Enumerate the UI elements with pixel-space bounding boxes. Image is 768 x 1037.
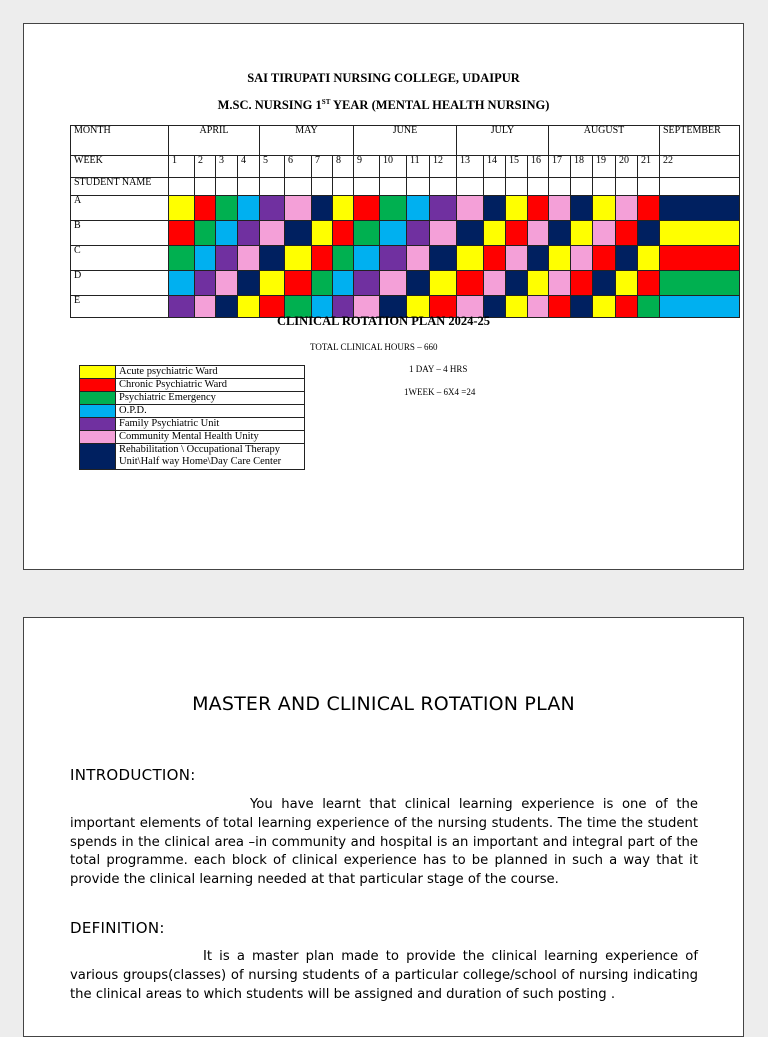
legend-row [80, 366, 305, 379]
week-12: 12 [430, 156, 457, 178]
week-13: 13 [457, 156, 484, 178]
legend-label: Family Psychiatric Unit [116, 418, 305, 431]
rotation-cell [616, 196, 638, 221]
month-may: MAY [260, 126, 354, 156]
week-hours-note: 1WEEK – 6X4 =24 [404, 387, 476, 397]
week-10: 10 [380, 156, 407, 178]
rotation-cell [660, 271, 740, 296]
rotation-cell [195, 221, 216, 246]
rotation-cell [380, 246, 407, 271]
rotation-cell [457, 246, 484, 271]
rotation-cell [616, 271, 638, 296]
rotation-cell [407, 196, 430, 221]
month-row [71, 126, 740, 156]
rotation-cell [506, 271, 528, 296]
rotation-cell [484, 246, 506, 271]
rotation-cell [407, 271, 430, 296]
empty-cell [457, 178, 484, 196]
rotation-cell [285, 196, 312, 221]
rotation-cell [285, 271, 312, 296]
rotation-cell [660, 221, 740, 246]
rotation-cell [260, 221, 285, 246]
month-september: SEPTEMBER [660, 126, 740, 156]
week-row [71, 156, 740, 178]
empty-cell [484, 178, 506, 196]
empty-cell [333, 178, 354, 196]
rotation-cell [380, 196, 407, 221]
rotation-cell [506, 246, 528, 271]
empty-cell [285, 178, 312, 196]
week-6: 6 [285, 156, 312, 178]
rotation-cell [260, 271, 285, 296]
rotation-cell [169, 271, 195, 296]
course-title-prefix: M.SC. NURSING 1 [217, 98, 322, 113]
rotation-cell [528, 246, 549, 271]
week-22: 22 [660, 156, 740, 178]
rotation-cell [430, 271, 457, 296]
legend-label: O.P.D. [116, 405, 305, 418]
legend-swatch [80, 379, 116, 392]
legend-row [80, 431, 305, 444]
student-row [71, 246, 740, 271]
legend-row [80, 418, 305, 431]
rotation-cell [333, 196, 354, 221]
rotation-cell [430, 221, 457, 246]
rotation-cell [506, 196, 528, 221]
rotation-cell [216, 221, 238, 246]
rotation-cell [549, 271, 571, 296]
rotation-table [70, 125, 740, 318]
empty-cell [354, 178, 380, 196]
rotation-cell [571, 221, 593, 246]
rotation-cell [638, 271, 660, 296]
rotation-cell [593, 196, 616, 221]
week-header: WEEK [71, 156, 169, 178]
week-16: 16 [528, 156, 549, 178]
week-3: 3 [216, 156, 238, 178]
rotation-cell [195, 196, 216, 221]
rotation-cell [285, 221, 312, 246]
rotation-cell [238, 221, 260, 246]
week-2: 2 [195, 156, 216, 178]
week-9: 9 [354, 156, 380, 178]
rotation-cell [484, 221, 506, 246]
rotation-cell [593, 246, 616, 271]
rotation-cell [169, 196, 195, 221]
empty-cell [169, 178, 195, 196]
empty-cell [528, 178, 549, 196]
rotation-cell [593, 271, 616, 296]
rotation-cell [616, 221, 638, 246]
empty-cell [593, 178, 616, 196]
rotation-cell [354, 196, 380, 221]
rotation-cell [571, 271, 593, 296]
introduction-paragraph: You have learnt that clinical learning experience is one of the important elements of total learning experience of the nursing students. The time the student spends in the clinical area –in community and hospital is an important and integral part of the total programme. each block of clinical experience has to be planned in such a way that it provide the clinical learning needed at that particular stage of the course. [70, 797, 698, 888]
legend-swatch [80, 405, 116, 418]
rotation-cell [285, 246, 312, 271]
rotation-cell [195, 246, 216, 271]
week-1: 1 [169, 156, 195, 178]
student-row [71, 221, 740, 246]
rotation-plan-title: CLINICAL ROTATION PLAN 2024-25 [276, 314, 491, 328]
week-11: 11 [407, 156, 430, 178]
rotation-cell [506, 221, 528, 246]
rotation-cell [549, 196, 571, 221]
empty-cell [195, 178, 216, 196]
document-page-1 [23, 23, 744, 570]
student-name: D [71, 271, 169, 296]
legend-label: Psychiatric Emergency [116, 392, 305, 405]
legend-row [80, 392, 305, 405]
rotation-cell [660, 246, 740, 271]
rotation-cell [312, 246, 333, 271]
rotation-cell [457, 271, 484, 296]
rotation-cell [333, 246, 354, 271]
month-july: JULY [457, 126, 549, 156]
rotation-cell [638, 246, 660, 271]
legend-row [80, 444, 305, 469]
rotation-cell [333, 221, 354, 246]
rotation-cell [238, 246, 260, 271]
month-june: JUNE [354, 126, 457, 156]
student-name: A [71, 196, 169, 221]
rotation-cell [638, 196, 660, 221]
legend-label: Rehabilitation \ Occupational Therapy Unit\Half way Home\Day Care Center [116, 444, 305, 469]
rotation-cell [484, 271, 506, 296]
week-20: 20 [616, 156, 638, 178]
empty-cell [238, 178, 260, 196]
week-15: 15 [506, 156, 528, 178]
rotation-cell [638, 221, 660, 246]
empty-cell [571, 178, 593, 196]
rotation-cell [195, 271, 216, 296]
rotation-cell [216, 246, 238, 271]
rotation-cell [571, 196, 593, 221]
empty-cell [638, 178, 660, 196]
rotation-cell [380, 221, 407, 246]
legend-swatch [80, 444, 116, 469]
legend-label: Community Mental Health Unity [116, 431, 305, 444]
empty-cell [312, 178, 333, 196]
course-title-suffix: YEAR (MENTAL HEALTH NURSING) [330, 98, 550, 113]
rotation-cell [528, 271, 549, 296]
legend-row [80, 405, 305, 418]
document-page-2 [23, 617, 744, 1037]
student-name: E [71, 296, 169, 318]
empty-cell [260, 178, 285, 196]
legend-row [80, 379, 305, 392]
rotation-cell [312, 271, 333, 296]
student-row [71, 271, 740, 296]
rotation-cell [528, 221, 549, 246]
rotation-cell [169, 246, 195, 271]
legend-label: Acute psychiatric Ward [116, 366, 305, 379]
rotation-cell [660, 196, 740, 221]
rotation-cell [354, 246, 380, 271]
month-august: AUGUST [549, 126, 660, 156]
rotation-cell [169, 221, 195, 246]
week-7: 7 [312, 156, 333, 178]
empty-cell [549, 178, 571, 196]
rotation-cell [616, 246, 638, 271]
total-hours-note: TOTAL CLINICAL HOURS – 660 [310, 342, 438, 352]
rotation-cell [407, 221, 430, 246]
legend-swatch [80, 366, 116, 379]
week-14: 14 [484, 156, 506, 178]
rotation-cell [238, 271, 260, 296]
empty-cell [216, 178, 238, 196]
week-8: 8 [333, 156, 354, 178]
definition-heading: DEFINITION: [70, 919, 165, 937]
student-name: C [71, 246, 169, 271]
rotation-legend [79, 365, 305, 470]
student-name-header: STUDENT NAME [71, 178, 169, 196]
rotation-cell [430, 196, 457, 221]
week-21: 21 [638, 156, 660, 178]
legend-swatch [80, 418, 116, 431]
student-name: B [71, 221, 169, 246]
empty-cell [660, 178, 740, 196]
legend-swatch [80, 431, 116, 444]
rotation-cell [457, 221, 484, 246]
week-19: 19 [593, 156, 616, 178]
week-5: 5 [260, 156, 285, 178]
definition-paragraph: It is a master plan made to provide the clinical learning experience of various groups(classes) of nursing students of a particular college/school of nursing indicating the clinical areas to which students will be assigned and duration of such posting . [70, 949, 698, 1002]
student-row [71, 196, 740, 221]
rotation-cell [430, 246, 457, 271]
empty-cell [506, 178, 528, 196]
legend-label: Chronic Psychiatric Ward [116, 379, 305, 392]
student-name-row [71, 178, 740, 196]
rotation-cell [260, 246, 285, 271]
empty-cell [380, 178, 407, 196]
rotation-cell [312, 221, 333, 246]
week-17: 17 [549, 156, 571, 178]
rotation-cell [312, 196, 333, 221]
empty-cell [616, 178, 638, 196]
college-name: SAI TIRUPATI NURSING COLLEGE, UDAIPUR [247, 71, 520, 85]
empty-cell [430, 178, 457, 196]
month-header: MONTH [71, 126, 169, 156]
week-18: 18 [571, 156, 593, 178]
course-title [24, 98, 743, 113]
rotation-cell [457, 196, 484, 221]
empty-cell [407, 178, 430, 196]
rotation-cell [354, 221, 380, 246]
day-hours-note: 1 DAY – 4 HRS [409, 364, 468, 374]
rotation-cell [484, 196, 506, 221]
rotation-cell [571, 246, 593, 271]
rotation-cell [260, 196, 285, 221]
month-april: APRIL [169, 126, 260, 156]
rotation-cell [216, 271, 238, 296]
course-title-superscript: ST [321, 98, 331, 106]
rotation-cell [593, 221, 616, 246]
page-title: MASTER AND CLINICAL ROTATION PLAN [192, 693, 575, 715]
rotation-cell [380, 271, 407, 296]
week-4: 4 [238, 156, 260, 178]
introduction-heading: INTRODUCTION: [70, 766, 196, 784]
rotation-cell [238, 196, 260, 221]
rotation-cell [549, 221, 571, 246]
rotation-cell [354, 271, 380, 296]
rotation-cell [528, 196, 549, 221]
rotation-cell [407, 246, 430, 271]
rotation-cell [549, 246, 571, 271]
rotation-cell [333, 271, 354, 296]
rotation-cell [216, 196, 238, 221]
legend-swatch [80, 392, 116, 405]
